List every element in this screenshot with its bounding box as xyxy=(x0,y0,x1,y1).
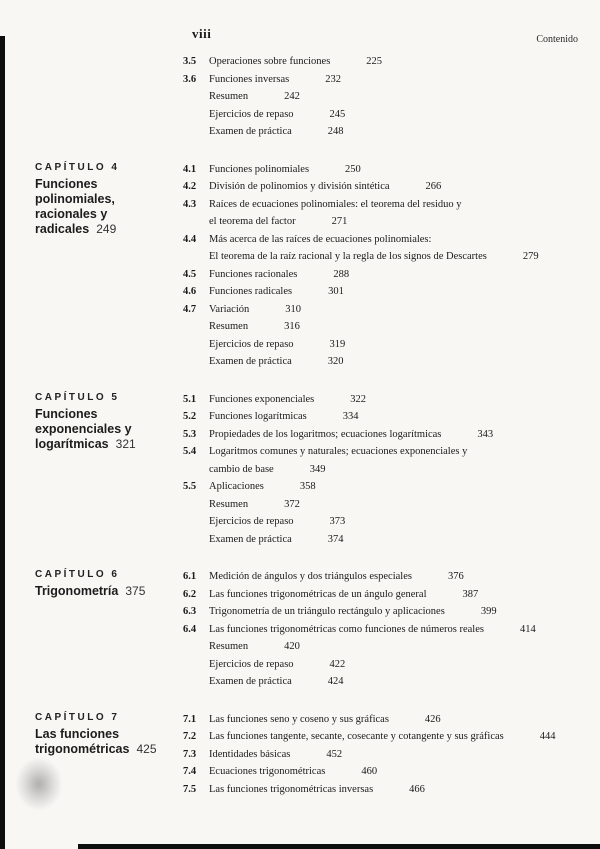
toc-item xyxy=(183,763,582,781)
chapter-column xyxy=(35,391,183,452)
item-line: Más acerca de las raíces de ecuaciones polinomiales: xyxy=(209,233,432,245)
item-page-number: 373 xyxy=(329,516,346,527)
item-lines xyxy=(209,196,582,231)
item-number: 7.1 xyxy=(183,713,197,725)
chapter-page-number: 249 xyxy=(96,221,117,236)
item-page-number: 399 xyxy=(480,606,497,617)
item-page-number: 374 xyxy=(327,533,344,545)
item-line: Ejercicios de repaso 319 xyxy=(209,338,346,350)
item-number: 7.4 xyxy=(183,766,197,777)
toc-item xyxy=(183,603,582,621)
item-page-number: 248 xyxy=(327,126,344,137)
item-line: Funciones polinomiales 250 xyxy=(209,163,361,175)
item-lines xyxy=(209,728,582,746)
item-line: Ecuaciones trigonométricas 460 xyxy=(209,766,378,777)
item-page-number: 424 xyxy=(327,676,344,687)
chapter-title-line: Trigonometría 375 xyxy=(35,584,146,598)
item-page-number: 426 xyxy=(424,713,441,725)
item-lines xyxy=(209,336,582,354)
chapter-title-line: racionales y xyxy=(35,206,108,221)
item-number: 4.3 xyxy=(183,198,197,210)
item-lines xyxy=(209,513,582,531)
item-line: Operaciones sobre funciones 225 xyxy=(209,56,383,67)
chapter-page-number: 375 xyxy=(125,584,146,598)
item-lines xyxy=(209,496,582,514)
items-column xyxy=(183,391,582,549)
item-number: 6.1 xyxy=(183,571,197,582)
item-line: Resumen 372 xyxy=(209,498,300,510)
item-page-number: 349 xyxy=(309,463,326,475)
toc-section xyxy=(35,53,582,141)
item-number: 5.1 xyxy=(183,393,197,405)
chapter-label: CAPÍTULO 6 xyxy=(35,569,120,580)
item-page-number: 420 xyxy=(284,641,300,652)
item-lines xyxy=(209,88,582,106)
item-lines xyxy=(209,531,582,549)
item-line: Examen de práctica 320 xyxy=(209,356,344,367)
chapter-title-line: Funciones xyxy=(35,176,98,191)
item-line: Las funciones tangente, secante, cosecante y cotangente y sus gráficas 444 xyxy=(209,731,556,742)
toc-item xyxy=(183,513,582,531)
item-lines xyxy=(209,781,582,799)
item-line: Ejercicios de repaso 245 xyxy=(209,108,346,120)
toc-item xyxy=(183,531,582,549)
toc-item xyxy=(183,123,582,141)
toc-item xyxy=(183,673,582,691)
chapter-title-line: polinomiales, xyxy=(35,191,115,206)
toc-item xyxy=(183,301,582,319)
page-folio: viii xyxy=(192,26,212,41)
item-line: Trigonometría de un triángulo rectángulo y aplicaciones 399 xyxy=(209,606,497,617)
item-page-number: 422 xyxy=(329,658,346,670)
item-line: Resumen 242 xyxy=(209,91,300,102)
toc-item xyxy=(183,443,582,478)
item-line: Las funciones seno y coseno y sus gráficas 426 xyxy=(209,713,441,725)
item-page-number: 266 xyxy=(425,181,442,192)
item-page-number: 242 xyxy=(284,91,300,102)
toc-item xyxy=(183,621,582,639)
chapter-column xyxy=(35,568,183,599)
item-line: Raíces de ecuaciones polinomiales: el teorema del residuo y xyxy=(209,198,462,210)
item-number: 4.5 xyxy=(183,268,197,280)
chapter-column xyxy=(35,711,183,757)
item-lines xyxy=(209,301,582,319)
item-page-number: 452 xyxy=(326,748,343,760)
toc-item xyxy=(183,106,582,124)
item-lines xyxy=(209,443,582,478)
toc-item xyxy=(183,426,582,444)
item-line: División de polinomios y división sintética 266 xyxy=(209,181,442,192)
item-page-number: 444 xyxy=(539,731,556,742)
item-lines xyxy=(209,568,582,586)
item-number: 7.2 xyxy=(183,731,197,742)
toc-item xyxy=(183,178,582,196)
item-lines xyxy=(209,231,582,266)
chapter-column xyxy=(35,53,183,54)
toc-item xyxy=(183,196,582,231)
scan-artifact-smudge xyxy=(16,758,62,810)
toc xyxy=(35,53,582,818)
item-lines xyxy=(209,673,582,691)
item-lines xyxy=(209,283,582,301)
chapter-label: CAPÍTULO 5 xyxy=(35,391,120,403)
item-lines xyxy=(209,638,582,656)
chapter-title-line: trigonométricas 425 xyxy=(35,741,157,756)
toc-section xyxy=(35,161,582,371)
item-page-number: 334 xyxy=(342,411,359,422)
item-line: Variación 310 xyxy=(209,303,301,315)
item-line: Identidades básicas 452 xyxy=(209,748,343,760)
item-page-number: 232 xyxy=(325,73,341,85)
items-column xyxy=(183,711,582,799)
toc-item xyxy=(183,336,582,354)
item-line: Las funciones trigonométricas de un ángulo general 387 xyxy=(209,588,479,600)
item-lines xyxy=(209,266,582,284)
item-page-number: 414 xyxy=(519,623,536,635)
item-page-number: 358 xyxy=(299,481,316,492)
item-lines xyxy=(209,763,582,781)
item-line: El teorema de la raíz racional y la regla de los signos de Descartes 279 xyxy=(209,251,539,262)
toc-item xyxy=(183,88,582,106)
chapter-title-line: Funciones xyxy=(35,406,98,421)
item-line: Funciones inversas 232 xyxy=(209,73,341,85)
item-line: Resumen 420 xyxy=(209,641,300,652)
items-column xyxy=(183,568,582,691)
item-page-number: 376 xyxy=(447,571,464,582)
toc-section xyxy=(35,711,582,799)
item-number: 4.7 xyxy=(183,303,197,315)
item-line: Ejercicios de repaso 373 xyxy=(209,516,346,527)
item-line: Funciones racionales 288 xyxy=(209,268,350,280)
item-page-number: 245 xyxy=(329,108,346,120)
item-page-number: 310 xyxy=(285,303,301,315)
item-page-number: 250 xyxy=(345,163,361,175)
item-page-number: 279 xyxy=(522,251,539,262)
item-page-number: 320 xyxy=(327,356,344,367)
item-line: Examen de práctica 374 xyxy=(209,533,344,545)
item-lines xyxy=(209,71,582,89)
item-number: 7.5 xyxy=(183,783,197,795)
item-page-number: 225 xyxy=(366,56,383,67)
toc-item xyxy=(183,638,582,656)
item-page-number: 460 xyxy=(361,766,378,777)
item-lines xyxy=(209,106,582,124)
items-column xyxy=(183,53,582,141)
item-lines xyxy=(209,161,582,179)
chapter-label: CAPÍTULO 4 xyxy=(35,161,120,173)
scan-artifact-bottom-edge xyxy=(78,844,600,849)
item-number: 4.6 xyxy=(183,286,197,297)
item-page-number: 301 xyxy=(328,286,344,297)
item-lines xyxy=(209,586,582,604)
item-page-number: 387 xyxy=(462,588,479,600)
item-number: 5.2 xyxy=(183,411,197,422)
item-number: 6.2 xyxy=(183,588,197,600)
item-lines xyxy=(209,656,582,674)
toc-item xyxy=(183,711,582,729)
item-line: cambio de base 349 xyxy=(209,463,326,475)
item-number: 4.1 xyxy=(183,163,197,175)
scan-artifact-left-edge xyxy=(0,36,5,849)
toc-item xyxy=(183,283,582,301)
item-lines xyxy=(209,391,582,409)
item-number: 5.4 xyxy=(183,446,197,457)
item-number: 5.5 xyxy=(183,481,197,492)
chapter-title-line: radicales 249 xyxy=(35,221,117,236)
item-line: Ejercicios de repaso 422 xyxy=(209,658,346,670)
item-page-number: 316 xyxy=(284,321,300,332)
toc-item xyxy=(183,586,582,604)
item-number: 3.5 xyxy=(183,56,197,67)
item-lines xyxy=(209,711,582,729)
item-number: 4.2 xyxy=(183,181,197,192)
item-line: Resumen 316 xyxy=(209,321,300,332)
item-line: Aplicaciones 358 xyxy=(209,481,316,492)
toc-item xyxy=(183,568,582,586)
toc-section xyxy=(35,391,582,549)
item-line: Funciones logarítmicas 334 xyxy=(209,411,359,422)
toc-item xyxy=(183,478,582,496)
toc-item xyxy=(183,391,582,409)
item-line: Las funciones trigonométricas como funciones de números reales 414 xyxy=(209,623,536,635)
item-number: 4.4 xyxy=(183,233,197,245)
toc-item xyxy=(183,408,582,426)
item-number: 7.3 xyxy=(183,748,197,760)
toc-item xyxy=(183,496,582,514)
item-line: Medición de ángulos y dos triángulos especiales 376 xyxy=(209,571,464,582)
item-line: Logaritmos comunes y naturales; ecuaciones exponenciales y xyxy=(209,446,468,457)
item-lines xyxy=(209,426,582,444)
toc-item xyxy=(183,746,582,764)
chapter-title-line: Las funciones xyxy=(35,726,120,741)
item-page-number: 271 xyxy=(331,216,348,227)
toc-section xyxy=(35,568,582,691)
toc-item xyxy=(183,656,582,674)
item-lines xyxy=(209,603,582,621)
item-number: 6.3 xyxy=(183,606,197,617)
item-lines xyxy=(209,318,582,336)
item-page-number: 343 xyxy=(477,428,494,440)
item-line: Propiedades de los logaritmos; ecuaciones logarítmicas 343 xyxy=(209,428,494,440)
item-page-number: 322 xyxy=(350,393,367,405)
item-line: Funciones radicales 301 xyxy=(209,286,344,297)
toc-item xyxy=(183,161,582,179)
toc-item xyxy=(183,266,582,284)
toc-item xyxy=(183,71,582,89)
item-lines xyxy=(209,746,582,764)
items-column xyxy=(183,161,582,371)
item-lines xyxy=(209,478,582,496)
item-line: Funciones exponenciales 322 xyxy=(209,393,367,405)
item-lines xyxy=(209,408,582,426)
toc-item xyxy=(183,728,582,746)
item-lines xyxy=(209,53,582,71)
toc-item xyxy=(183,318,582,336)
chapter-label: CAPÍTULO 7 xyxy=(35,711,120,723)
item-page-number: 319 xyxy=(329,338,346,350)
chapter-page-number: 321 xyxy=(115,436,136,451)
item-page-number: 372 xyxy=(284,498,300,510)
item-line: Examen de práctica 424 xyxy=(209,676,344,687)
item-number: 6.4 xyxy=(183,623,197,635)
item-line: Las funciones trigonométricas inversas 466 xyxy=(209,783,425,795)
item-page-number: 288 xyxy=(333,268,350,280)
toc-item xyxy=(183,781,582,799)
toc-item xyxy=(183,53,582,71)
item-page-number: 466 xyxy=(409,783,425,795)
item-lines xyxy=(209,178,582,196)
toc-item xyxy=(183,231,582,266)
item-line: Examen de práctica 248 xyxy=(209,126,344,137)
toc-item xyxy=(183,353,582,371)
item-line: el teorema del factor 271 xyxy=(209,216,348,227)
item-lines xyxy=(209,353,582,371)
item-lines xyxy=(209,123,582,141)
chapter-page-number: 425 xyxy=(136,741,157,756)
running-head: Contenido xyxy=(536,34,578,45)
chapter-title-line: logarítmicas 321 xyxy=(35,436,136,451)
chapter-title-line: exponenciales y xyxy=(35,421,132,436)
item-number: 5.3 xyxy=(183,428,197,440)
item-number: 3.6 xyxy=(183,73,197,85)
item-lines xyxy=(209,621,582,639)
chapter-column xyxy=(35,161,183,237)
